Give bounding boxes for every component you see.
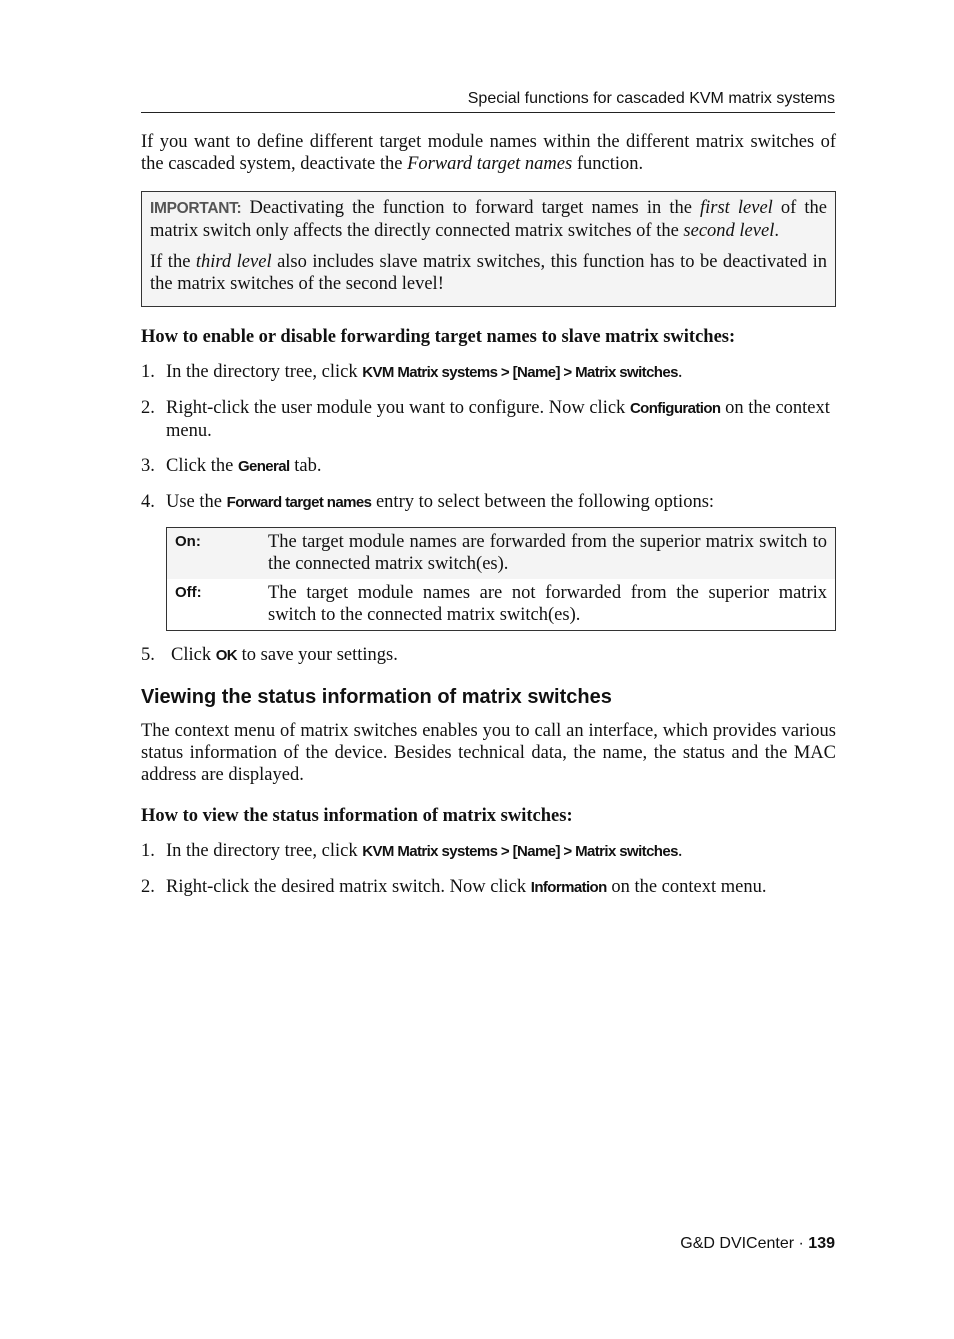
important-emphasis: first level <box>700 198 773 218</box>
important-note-box <box>141 191 836 307</box>
option-description: The target module names are forwarded from the superior matrix switch to the connected matrix switch(es). <box>260 528 836 580</box>
step-item <box>141 491 836 514</box>
intro-text-end: function. <box>572 154 644 174</box>
step-number: 5. <box>141 645 155 665</box>
ui-entry-name: Forward target names <box>226 494 372 511</box>
procedure-heading-forwarding: How to enable or disable forwarding target names to slave matrix switches: <box>141 327 736 347</box>
footer-product: G&D DVICenter · <box>680 1235 809 1252</box>
procedure-steps-forwarding-final <box>141 644 836 667</box>
important-label: IMPORTANT: <box>150 200 242 217</box>
option-key: On: <box>167 528 261 580</box>
ui-button-name: OK <box>215 647 238 664</box>
step-text: Click the <box>166 456 238 476</box>
important-text: also includes slave matrix switches, this function has to be deactivated in the matrix switches of the second level! <box>150 252 827 294</box>
step-item <box>141 397 836 442</box>
intro-paragraph <box>141 131 836 175</box>
important-paragraph-2 <box>150 251 827 295</box>
step-number: 3. <box>141 456 155 476</box>
step-text: Right-click the user module you want to configure. Now click <box>166 398 630 418</box>
important-text: of the matrix switch only affects the directly connected matrix switches of the <box>150 198 828 241</box>
step-text: entry to select between the following options: <box>371 492 715 512</box>
option-row-off <box>167 579 836 631</box>
ui-path: KVM Matrix systems > [Name] > Matrix switches <box>362 843 678 860</box>
important-text: If the <box>150 252 196 272</box>
step-text: on the context menu. <box>606 877 767 897</box>
option-key: Off: <box>175 584 202 601</box>
procedure-heading-status: How to view the status information of matrix switches: <box>141 806 573 826</box>
step-number: 2. <box>141 877 155 897</box>
running-title: Special functions for cascaded KVM matrix systems <box>467 90 835 107</box>
ui-tab-name: General <box>237 458 290 475</box>
step-number: 1. <box>141 841 155 861</box>
step-item <box>141 361 836 384</box>
page-number: 139 <box>808 1235 835 1252</box>
step-number: 4. <box>141 492 155 512</box>
step-item <box>141 644 836 667</box>
option-description: The target module names are not forwarded from the superior matrix switch to the connected matrix switch(es). <box>268 583 827 625</box>
important-text: Deactivating the function to forward target names in the <box>241 198 700 218</box>
intro-text: If you want to define different target module names within the different matrix switches of the cascaded system, deactivate the <box>141 132 836 174</box>
step-text: Right-click the desired matrix switch. Now click <box>166 877 531 897</box>
page-content <box>141 131 836 899</box>
option-row-on <box>167 528 836 580</box>
section-title: Viewing the status information of matrix switches <box>141 686 612 708</box>
section-intro-paragraph: The context menu of matrix switches enables you to call an interface, which provides various status information of the device. Besides technical data, the name, the status and the MAC address are displayed. <box>141 721 836 785</box>
step-text: tab. <box>289 456 322 476</box>
step-number: 2. <box>141 398 155 418</box>
step-number: 1. <box>141 362 155 382</box>
procedure-steps-forwarding <box>141 361 836 514</box>
step-text: on the context menu. <box>166 398 830 441</box>
important-emphasis: second level <box>683 221 775 241</box>
step-text: In the directory tree, click <box>166 362 363 382</box>
ui-path: KVM Matrix systems > [Name] > Matrix switches <box>362 364 678 381</box>
important-paragraph-1 <box>150 197 827 242</box>
important-text: . <box>774 221 779 241</box>
step-item <box>141 840 836 863</box>
page-footer <box>560 1233 835 1255</box>
intro-term: Forward target names <box>407 154 573 174</box>
step-text: to save your settings. <box>237 645 398 665</box>
procedure-steps-status <box>141 840 836 899</box>
step-text: . <box>677 841 683 861</box>
important-emphasis: third level <box>195 252 272 272</box>
step-item <box>141 455 836 478</box>
step-text: Click <box>171 645 216 665</box>
ui-menu-item: Information <box>530 879 607 896</box>
step-item <box>141 876 836 899</box>
running-header <box>141 88 835 113</box>
options-table <box>166 527 836 631</box>
step-text: . <box>677 362 683 382</box>
step-text: Use the <box>166 492 227 512</box>
ui-menu-item: Configuration <box>629 400 721 417</box>
step-text: In the directory tree, click <box>166 841 363 861</box>
